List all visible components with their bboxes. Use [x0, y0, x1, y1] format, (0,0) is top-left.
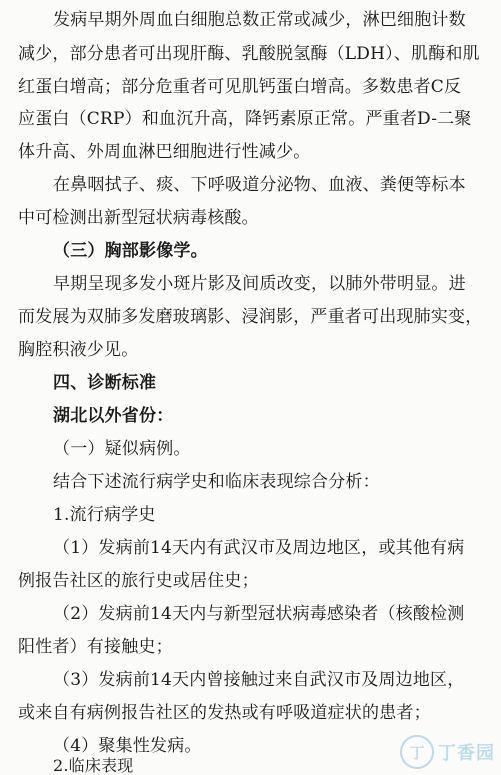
text-line: 体升高、外周血淋巴细胞进行性减少。: [18, 142, 311, 162]
text-line: 中可检测出新型冠状病毒核酸。: [18, 208, 259, 228]
text-line: 胸腔积液少见。: [18, 340, 139, 360]
text-line: （1）发病前14天内有武汉市及周边地区，或其他有病: [53, 538, 465, 558]
section-heading: 湖北以外省份：: [53, 406, 174, 426]
watermark: [400, 735, 495, 769]
text-line: （3）发病前14天内曾接触过来自武汉市及周边地区，: [53, 670, 465, 690]
text-line: 发病早期外周血白细胞总数正常或减少，淋巴细胞计数: [53, 10, 466, 30]
text-line: 例报告社区的旅行史或居住史；: [18, 571, 259, 591]
text-line: 2.临床表现: [53, 756, 134, 775]
text-line: 红蛋白增高；部分危重者可见肌钙蛋白增高。多数患者C反: [18, 77, 462, 97]
text-line: 1.流行病学史: [53, 505, 156, 525]
text-line: （一）疑似病例。: [53, 439, 191, 459]
watermark-logo-icon: 丁: [400, 735, 434, 769]
text-line: 或来自有病例报告社区的发热或有呼吸道症状的患者；: [18, 703, 431, 723]
text-line: 阳性者）有接触史；: [18, 637, 173, 657]
text-line: 结合下述流行病学史和临床表现综合分析：: [53, 472, 380, 492]
text-line: （2）发病前14天内与新型冠状病毒感染者（核酸检测: [53, 604, 465, 624]
text-line: 应蛋白（CRP）和血沉升高，降钙素原正常。严重者D-二聚: [18, 109, 472, 129]
text-line: 而发展为双肺多发磨玻璃影、浸润影，严重者可出现肺实变，: [18, 307, 483, 327]
text-line: 减少，部分患者可出现肝酶、乳酸脱氢酶（LDH）、肌酶和肌: [18, 44, 480, 64]
section-heading: 四、诊断标准: [53, 373, 157, 393]
text-line: （4）聚集性发病。: [53, 736, 202, 756]
text-line: 在鼻咽拭子、痰、下呼吸道分泌物、血液、粪便等标本: [53, 175, 466, 195]
section-heading: （三）胸部影像学。: [53, 241, 208, 261]
text-line: 早期呈现多发小斑片影及间质改变，以肺外带明显。进: [53, 274, 466, 294]
watermark-text: 丁香园: [438, 743, 495, 764]
